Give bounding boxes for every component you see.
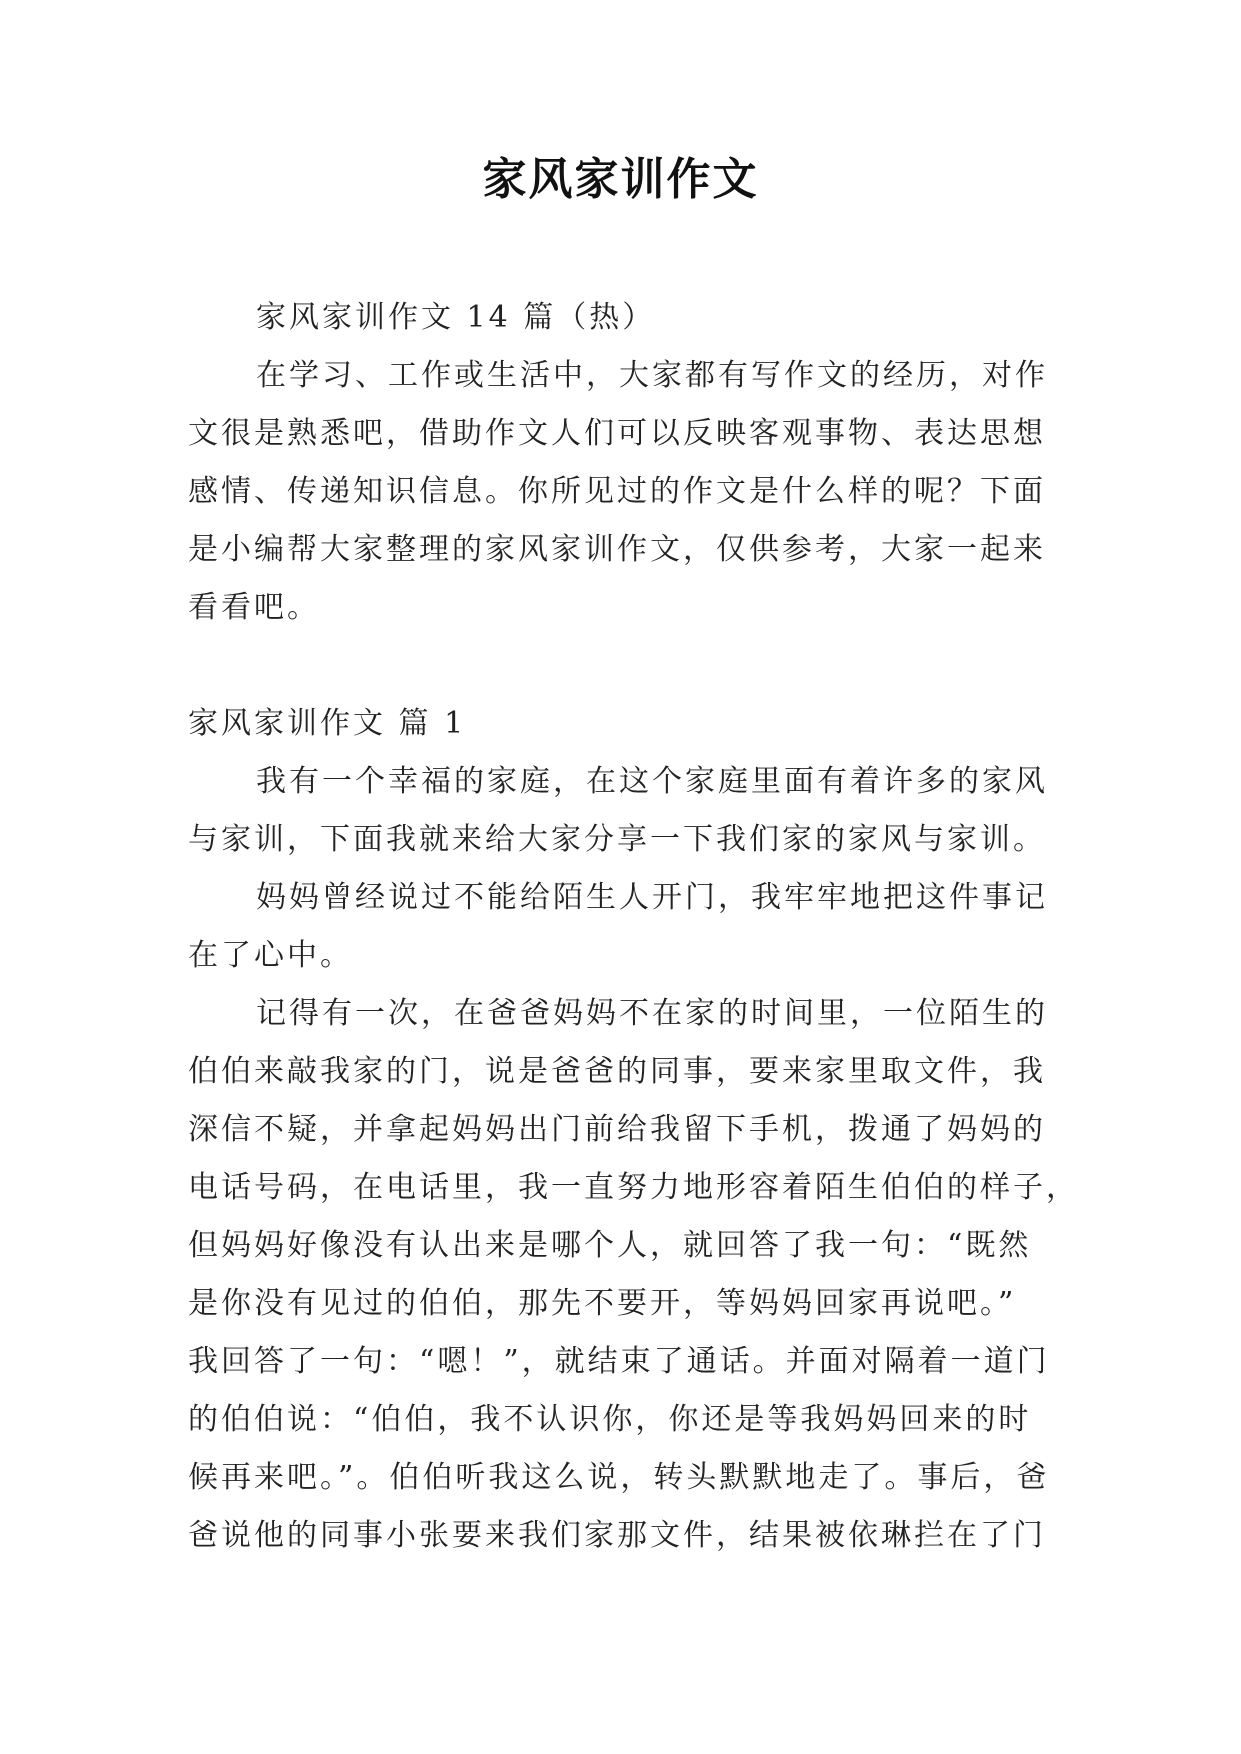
intro-line: 文很是熟悉吧，借助作文人们可以反映客观事物、表达思想 [188,416,1046,451]
body-line: 爸说他的同事小张要来我们家那文件，结果被依琳拦在了门 [188,1518,1046,1553]
body-line: 候再来吧。”。伯伯听我这么说，转头默默地走了。事后，爸 [188,1460,1050,1495]
intro-line: 感情、传递知识信息。你所见过的作文是什么样的呢？下面 [188,474,1046,509]
body-line: 深信不疑，并拿起妈妈出门前给我留下手机，拨通了妈妈的 [188,1112,1046,1147]
body-line: 但妈妈好像没有认出来是哪个人，就回答了我一句：“既然 [188,1228,1032,1263]
body-line: 与家训，下面我就来给大家分享一下我们家的家风与家训。 [188,822,1046,857]
section-heading: 家风家训作文 篇 1 [188,706,467,741]
body-line: 是你没有见过的伯伯，那先不要开，等妈妈回家再说吧。” [188,1286,1017,1321]
body-line: 在了心中。 [188,938,353,973]
body-line: 我回答了一句：“嗯！”，就结束了通话。并面对隔着一道门 [188,1344,1050,1379]
intro-line: 看看吧。 [188,590,320,625]
body-line: 记得有一次，在爸爸妈妈不在家的时间里，一位陌生的 [256,996,1048,1031]
body-line: 电话号码，在电话里，我一直努力地形容着陌生伯伯的样子， [188,1170,1079,1205]
body-line: 妈妈曾经说过不能给陌生人开门，我牢牢地把这件事记 [256,880,1048,915]
body-line: 伯伯来敲我家的门，说是爸爸的同事，要来家里取文件，我 [188,1054,1046,1089]
document-title: 家风家训作文 [482,154,759,205]
intro-line: 在学习、工作或生活中，大家都有写作文的经历，对作 [256,358,1048,393]
intro-line: 家风家训作文 14 篇（热） [256,300,656,335]
intro-line: 是小编帮大家整理的家风家训作文，仅供参考，大家一起来 [188,532,1046,567]
body-line: 的伯伯说：“伯伯，我不认识你，你还是等我妈妈回来的时 [188,1402,1032,1437]
body-line: 我有一个幸福的家庭，在这个家庭里面有着许多的家风 [256,764,1048,799]
